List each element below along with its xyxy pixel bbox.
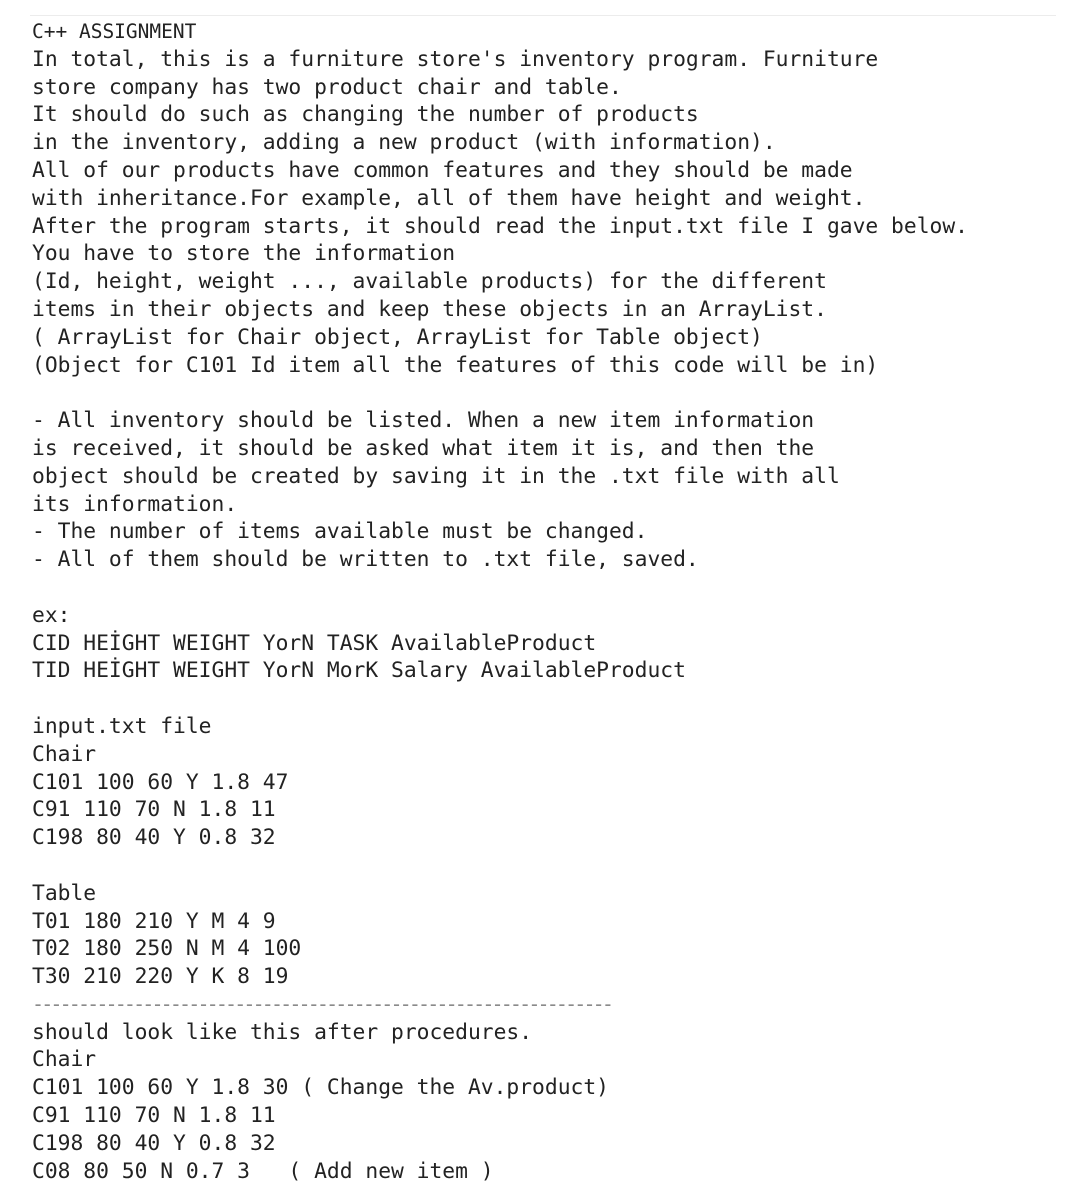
dashed-separator: ---------------------------------------------------------------	[32, 991, 612, 1016]
after-section	[32, 1019, 1072, 1186]
intro-line: In total, this is a furniture store's inventory program. Furniture	[32, 46, 879, 72]
after-line: C08 80 50 N 0.7 3 ( Add new item )	[32, 1158, 494, 1184]
example-line: CID HEİGHT WEIGHT YorN TASK AvailableProduct	[32, 630, 597, 656]
blank-line	[32, 852, 1072, 880]
table-line: T01 180 210 Y M 4 9	[32, 908, 276, 934]
intro-line: You have to store the information	[32, 241, 456, 267]
assignment-document	[32, 18, 1072, 1185]
requirement-line: - The number of items available must be changed.	[32, 519, 648, 545]
after-line: Chair	[32, 1047, 97, 1073]
top-divider	[30, 15, 1056, 16]
document-title: C++ ASSIGNMENT	[32, 20, 197, 43]
input-line: C91 110 70 N 1.8 11	[32, 797, 276, 823]
intro-section	[32, 46, 1072, 380]
input-line: input.txt file	[32, 713, 212, 739]
example-line: TID HEİGHT WEIGHT YorN MorK Salary AvailableProduct	[32, 658, 686, 684]
blank-line	[32, 379, 1072, 407]
intro-line: with inheritance.For example, all of them have height and weight.	[32, 185, 866, 211]
blank-line	[32, 574, 1072, 602]
intro-line: It should do such as changing the number of products	[32, 102, 699, 128]
intro-line: (Id, height, weight ..., available products) for the different	[32, 269, 827, 295]
requirement-line: is received, it should be asked what item it is, and then the	[32, 435, 815, 461]
intro-line: (Object for C101 Id item all the features of this code will be in)	[32, 352, 879, 378]
input-line: Chair	[32, 741, 97, 767]
blank-line	[32, 685, 1072, 713]
requirement-line: - All of them should be written to .txt file, saved.	[32, 547, 699, 573]
table-section	[32, 880, 1072, 991]
intro-line: ( ArrayList for Chair object, ArrayList for Table object)	[32, 324, 763, 350]
intro-line: items in their objects and keep these objects in an ArrayList.	[32, 296, 827, 322]
intro-line: in the inventory, adding a new product (with information).	[32, 130, 776, 156]
table-line: T30 210 220 Y K 8 19	[32, 964, 289, 990]
table-line: Table	[32, 880, 97, 906]
after-line: C198 80 40 Y 0.8 32	[32, 1130, 276, 1156]
requirements-section	[32, 407, 1072, 574]
input-line: C101 100 60 Y 1.8 47	[32, 769, 289, 795]
intro-line: All of our products have common features and they should be made	[32, 157, 853, 183]
input-line: C198 80 40 Y 0.8 32	[32, 825, 276, 851]
intro-line: store company has two product chair and table.	[32, 74, 622, 100]
input-file-section	[32, 713, 1072, 852]
table-line: T02 180 250 N M 4 100	[32, 936, 302, 962]
requirement-line: - All inventory should be listed. When a new item information	[32, 408, 815, 434]
example-section	[32, 602, 1072, 685]
after-line: should look like this after procedures.	[32, 1019, 533, 1045]
intro-line: After the program starts, it should read the input.txt file I gave below.	[32, 213, 968, 239]
requirement-line: its information.	[32, 491, 238, 517]
after-line: C91 110 70 N 1.8 11	[32, 1103, 276, 1129]
requirement-line: object should be created by saving it in the .txt file with all	[32, 463, 840, 489]
example-line: ex:	[32, 602, 71, 628]
after-line: C101 100 60 Y 1.8 30 ( Change the Av.product)	[32, 1075, 609, 1101]
